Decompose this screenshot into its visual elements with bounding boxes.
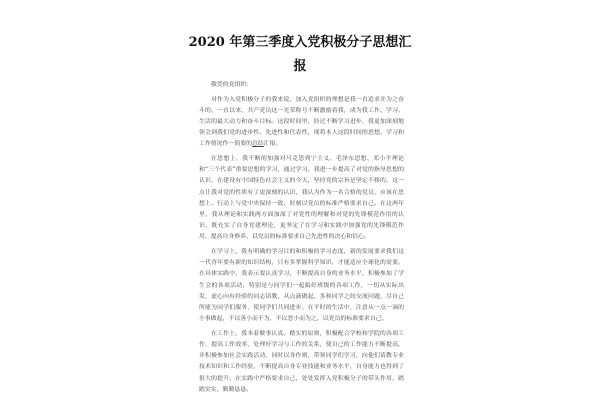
- document-title-line-2: 报: [293, 59, 307, 74]
- paragraph-intro: 对作为入党积极分子的我来说，加入党组织的理想是我一直追求并为之奋斗的。一直以来，共产党员这一光荣称号不断激励着我，成为我工作、学习、生活的最大动力和奋斗目标。这段时间里，经过不断学习进步，我更加深刻地领会到我们党的进步性、先进性和代表性，现将本人这段时间的思想、学习和工作情况作一简要的总结汇报。: [199, 96, 404, 148]
- document-body: [199, 80, 404, 399]
- paragraph-thought: 在思想上，我不断的加强对马克思列宁主义、毛泽东思想、邓小平理论和“三个代表”重要思想的学习，通过学习，我进一步提高了对党的指导思想的认识，在建设有中国特色社会主义的今天，坚持党的宗旨是坚定不移的。这一点让我对党的性质有了更深刻的认识，我认为作为一名合格的党员，应该在思想上、行动上与党中央保持一致，时刻以党员的标准严格要求自己。在这两年里，我从理论和实践两方面加深了对党性的理解和对党的先锋模范作用的认识，既充实了自身党建理论，更坚定了在学习和实践中加强党的先锋模范作用，提高自身修养、以党员的标准要求自己先进性的决心和信心。: [199, 156, 404, 241]
- paragraph-work: 在工作上，我本着做事认真、踏实的原则，积极配合学校和学院的各项工作，提高工作效率，处理好学习与工作的关系，使自己的工作能力不断提高，并积极参加社会实践活动，同时以身作则，带领同学们学习，向他们请教专业技术知识和工作经验，不断提高自身专业技能和业务水平，自身能力也得到了很大的提升。在实践中严格要求自己，处处发挥入党积极分子的带头作用，踏踏实实，勤勤恳恳。: [199, 330, 404, 393]
- document-title-line-1: 2020 年第三季度入党积极分子思想汇: [188, 35, 412, 50]
- paragraph-study: 在学习上，我有明确的学习目的和积极的学习态度，新的发展要求我们这一代青年要有新的知识结构，只有多掌握科学知识，才能适应全球化的需要。在具体实践中，我表示要认真学习，不断提高自身的业务水平，积极参加了学生会的各项活动，特别是与同学们一起搞好班级的各项工作，一切从实际出发，虚心向有经验的同志请教，从点滴做起，多和同学之间交流问题，尽自己所能为同学们服务，使同学们共同进步。在平时的生活中，注意从一点一滴的小事做起，不以善小而不为，不以恶小而为之，以党员的标准要求自己。: [199, 249, 404, 323]
- underlined-phrase: 总结: [252, 141, 264, 148]
- salutation: 敬爱的党组织：: [211, 82, 253, 88]
